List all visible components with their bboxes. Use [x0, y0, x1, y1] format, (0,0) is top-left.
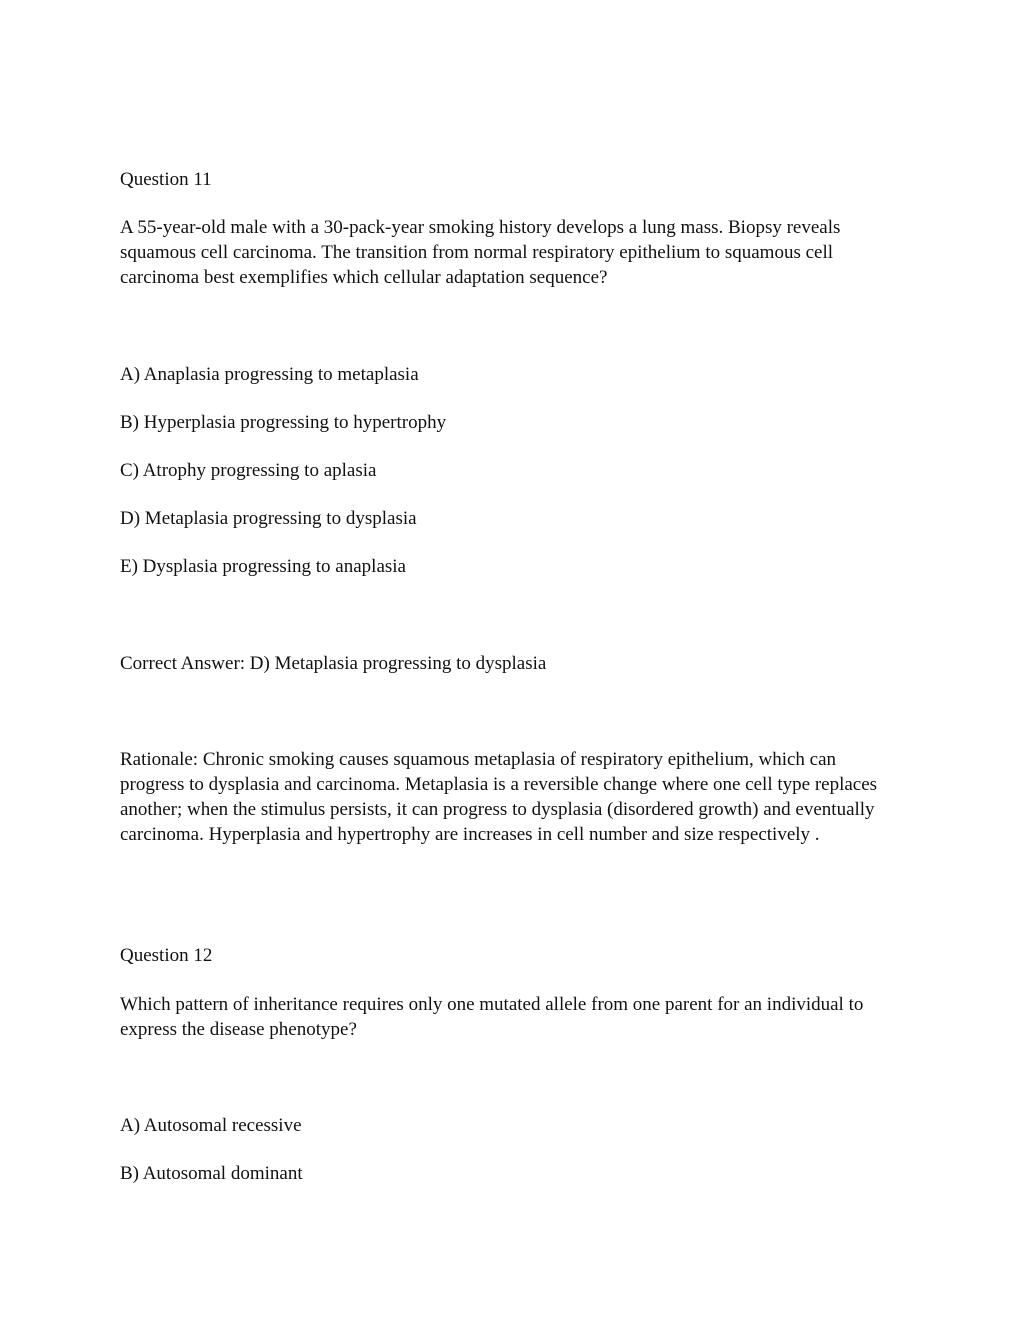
question-11-rationale: Rationale: Chronic smoking causes squamous metaplasia of respiratory epithelium, which can progress to dysplasia and carcinoma. Metaplasia is a reversible change where one cell type replaces another; when the stimulus persists, it can progress to dysplasia (disordered growth) and eventually carcinoma. Hyperplasia and hypertrophy are increases in cell number and size respectively . — [120, 749, 878, 845]
question-11-option-c: C) Atrophy progressing to aplasia — [120, 460, 377, 481]
question-11-option-d: D) Metaplasia progressing to dysplasia — [120, 508, 417, 529]
question-11-stem: A 55-year-old male with a 30-pack-year smoking history develops a lung mass. Biopsy reveals squamous cell carcinoma. The transition from normal respiratory epithelium to squamous cell carcinoma best exemplifies which cellular adaptation sequence? — [120, 217, 841, 288]
question-12-title: Question 12 — [120, 945, 213, 966]
question-11-correct-answer: Correct Answer: D) Metaplasia progressing to dysplasia — [120, 653, 547, 674]
question-12-option-a: A) Autosomal recessive — [120, 1115, 302, 1136]
question-12-option-b: B) Autosomal dominant — [120, 1163, 303, 1184]
question-12-stem: Which pattern of inheritance requires only one mutated allele from one parent for an individual to express the disease phenotype? — [120, 994, 864, 1040]
question-11-option-b: B) Hyperplasia progressing to hypertrophy — [120, 412, 447, 433]
question-11-option-e: E) Dysplasia progressing to anaplasia — [120, 556, 406, 577]
question-11-option-a: A) Anaplasia progressing to metaplasia — [120, 364, 419, 385]
question-11-title: Question 11 — [120, 169, 212, 190]
